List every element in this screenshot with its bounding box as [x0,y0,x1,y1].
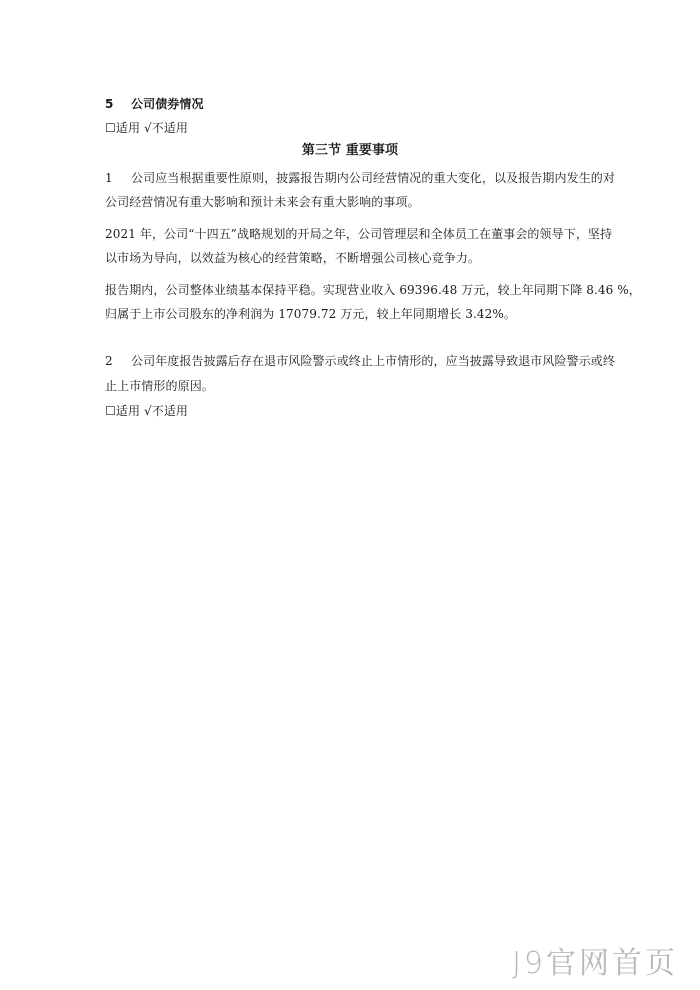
item-1-number: 1 [105,171,113,185]
watermark-text: J9官网首页 [512,946,678,981]
section-3-title: 第三节 重要事项 [301,143,399,158]
item-1-line-5: 报告期内，公司整体业绩基本保持平稳。实现营业收入 69396.48 万元，较上年同期下降 8.46 %， [105,283,641,297]
item-1-line-1 [105,170,615,186]
item-2-number: 2 [105,354,113,368]
item-1-text: 公司应当根据重要性原则，披露报告期内公司经营情况的重大变化，以及报告期内发生的对 [131,171,616,185]
section-5-number: 5 [105,97,114,111]
item-1-line-3: 2021 年，公司“十四五”战略规划的开局之年，公司管理层和全体员工在董事会的领导下，坚持 [105,227,613,241]
section-5-heading [105,96,204,112]
item-2-line-1 [105,353,615,369]
item-1-line-4: 以市场为导向，以效益为核心的经营策略，不断增强公司核心竞争力。 [105,251,481,265]
item-2-text: 公司年度报告披露后存在退市风险警示或终止上市情形的，应当披露导致退市风险警示或终 [131,354,616,368]
item-1-line-2: 公司经营情况有重大影响和预计未来会有重大影响的事项。 [105,195,420,209]
section-5-title: 公司债券情况 [131,97,204,111]
item-2-applicability: ☐适用 √不适用 [105,404,189,418]
item-2-line-2: 止上市情形的原因。 [105,379,214,393]
item-1-line-6: 归属于上市公司股东的净利润为 17079.72 万元，较上年同期增长 3.42%。 [105,307,516,321]
section-5-applicability: ☐适用 √不适用 [105,121,189,135]
